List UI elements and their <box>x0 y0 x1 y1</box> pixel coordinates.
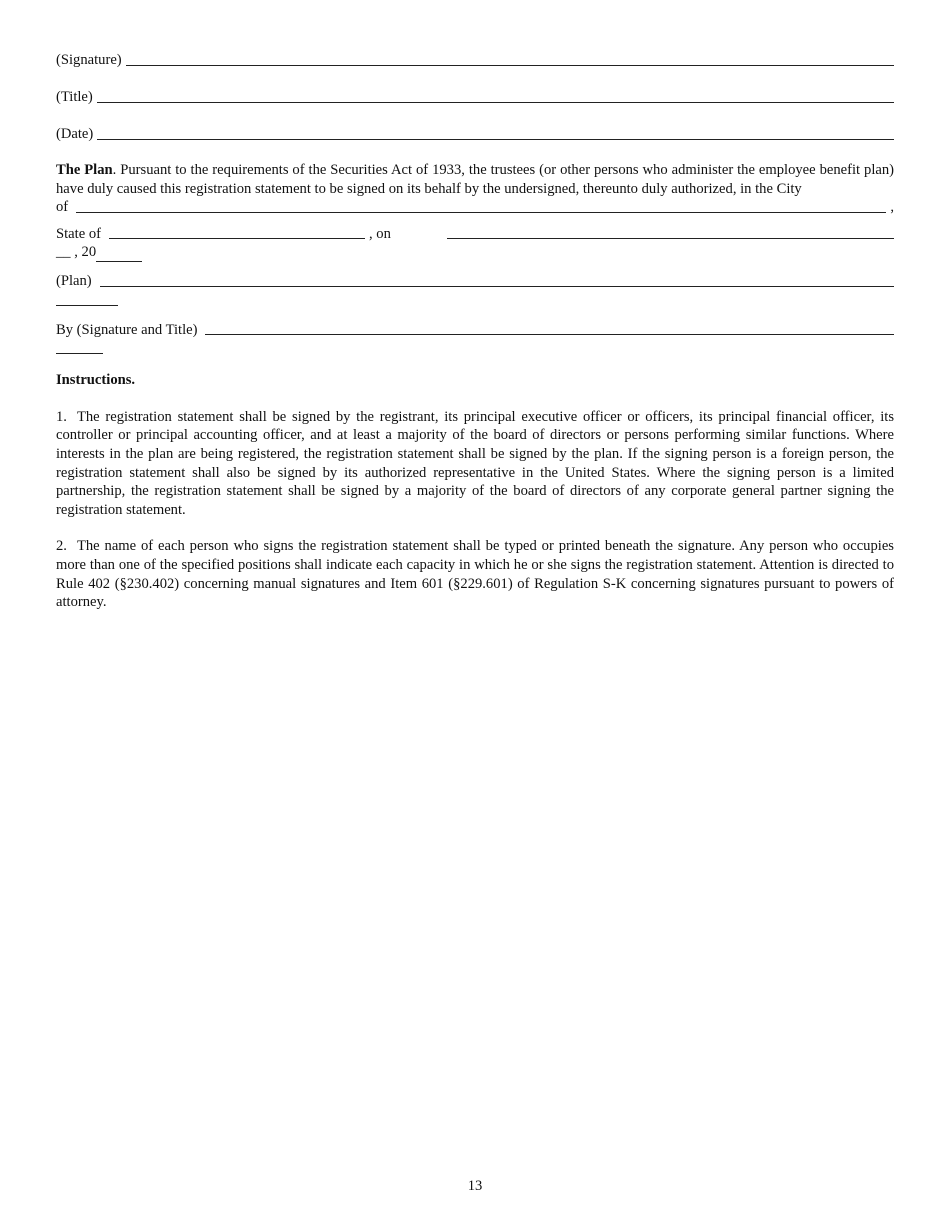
on-label: , on <box>369 225 391 242</box>
by-signature-line <box>56 321 894 340</box>
state-date-line <box>56 225 894 244</box>
instructions-heading: Instructions. <box>56 372 136 389</box>
date-label: (Date) <box>56 126 94 143</box>
instruction-item-2 <box>56 537 894 611</box>
state-blank <box>109 238 365 239</box>
plan-name-blank <box>100 286 894 287</box>
city-prefix: of <box>56 199 69 216</box>
signature-blank <box>126 65 894 66</box>
plan-name-blank-continued <box>56 291 118 306</box>
instruction-number: 2. <box>56 538 67 555</box>
instruction-text: The registration statement shall be signed by the registrant, its principal executive officer or officers, its principal financial officer, its controller or principal accounting officer, and at least a majority of the board of directors or persons performing similar functions. Where interests in the plan are being registered, the registration statement shall be signed by the plan. If the signing person is a foreign person, the registration statement shall also be signed by its authorized representative in the United States. Where the signing person is a limited partnership, the registration statement shall be signed by a majority of the board of directors of any corporate general partner signing the registration statement. <box>56 408 894 518</box>
plan-text: . Pursuant to the requirements of the Securities Act of 1933, the trustees (or other persons who administer the employee benefit plan) have duly caused this registration statement to be signed on its behalf by the undersigned, thereunto duly authorized, in the City <box>56 162 895 197</box>
city-line <box>56 198 894 217</box>
year-line <box>56 243 894 262</box>
instruction-item-1 <box>56 408 894 520</box>
plan-paragraph <box>56 161 894 198</box>
date-line <box>56 124 894 144</box>
instruction-number: 1. <box>56 408 67 425</box>
city-blank <box>76 212 886 213</box>
page-number: 13 <box>467 1178 483 1194</box>
instruction-text: The name of each person who signs the registration statement shall be typed or printed beneath the signature. Any person who occupies more than one of the specified positions shall indicate each capacity in which he or she signs the registration statement. Attention is directed to Rule 402 (§230.402) concerning manual signatures and Item 601 (§229.601) of Regulation S-K concerning signatures pursuant to powers of attorney. <box>56 538 894 611</box>
signature-line <box>56 50 894 70</box>
date-of-signing-blank <box>447 238 894 239</box>
year-prefix: __ , 20 <box>56 244 97 261</box>
title-blank <box>97 102 894 103</box>
by-label: By (Signature and Title) <box>56 321 198 338</box>
document-page <box>56 50 894 612</box>
state-label: State of <box>56 225 101 242</box>
plan-label: (Plan) <box>56 272 92 289</box>
year-blank <box>96 248 142 262</box>
by-signature-blank <box>205 334 894 335</box>
city-suffix: , <box>890 199 894 216</box>
signature-label: (Signature) <box>56 52 122 69</box>
plan-name-line <box>56 272 894 291</box>
date-blank <box>97 139 894 140</box>
title-label: (Title) <box>56 89 93 106</box>
plan-heading: The Plan <box>56 162 113 178</box>
by-signature-blank-continued <box>56 339 103 354</box>
title-line <box>56 87 894 107</box>
